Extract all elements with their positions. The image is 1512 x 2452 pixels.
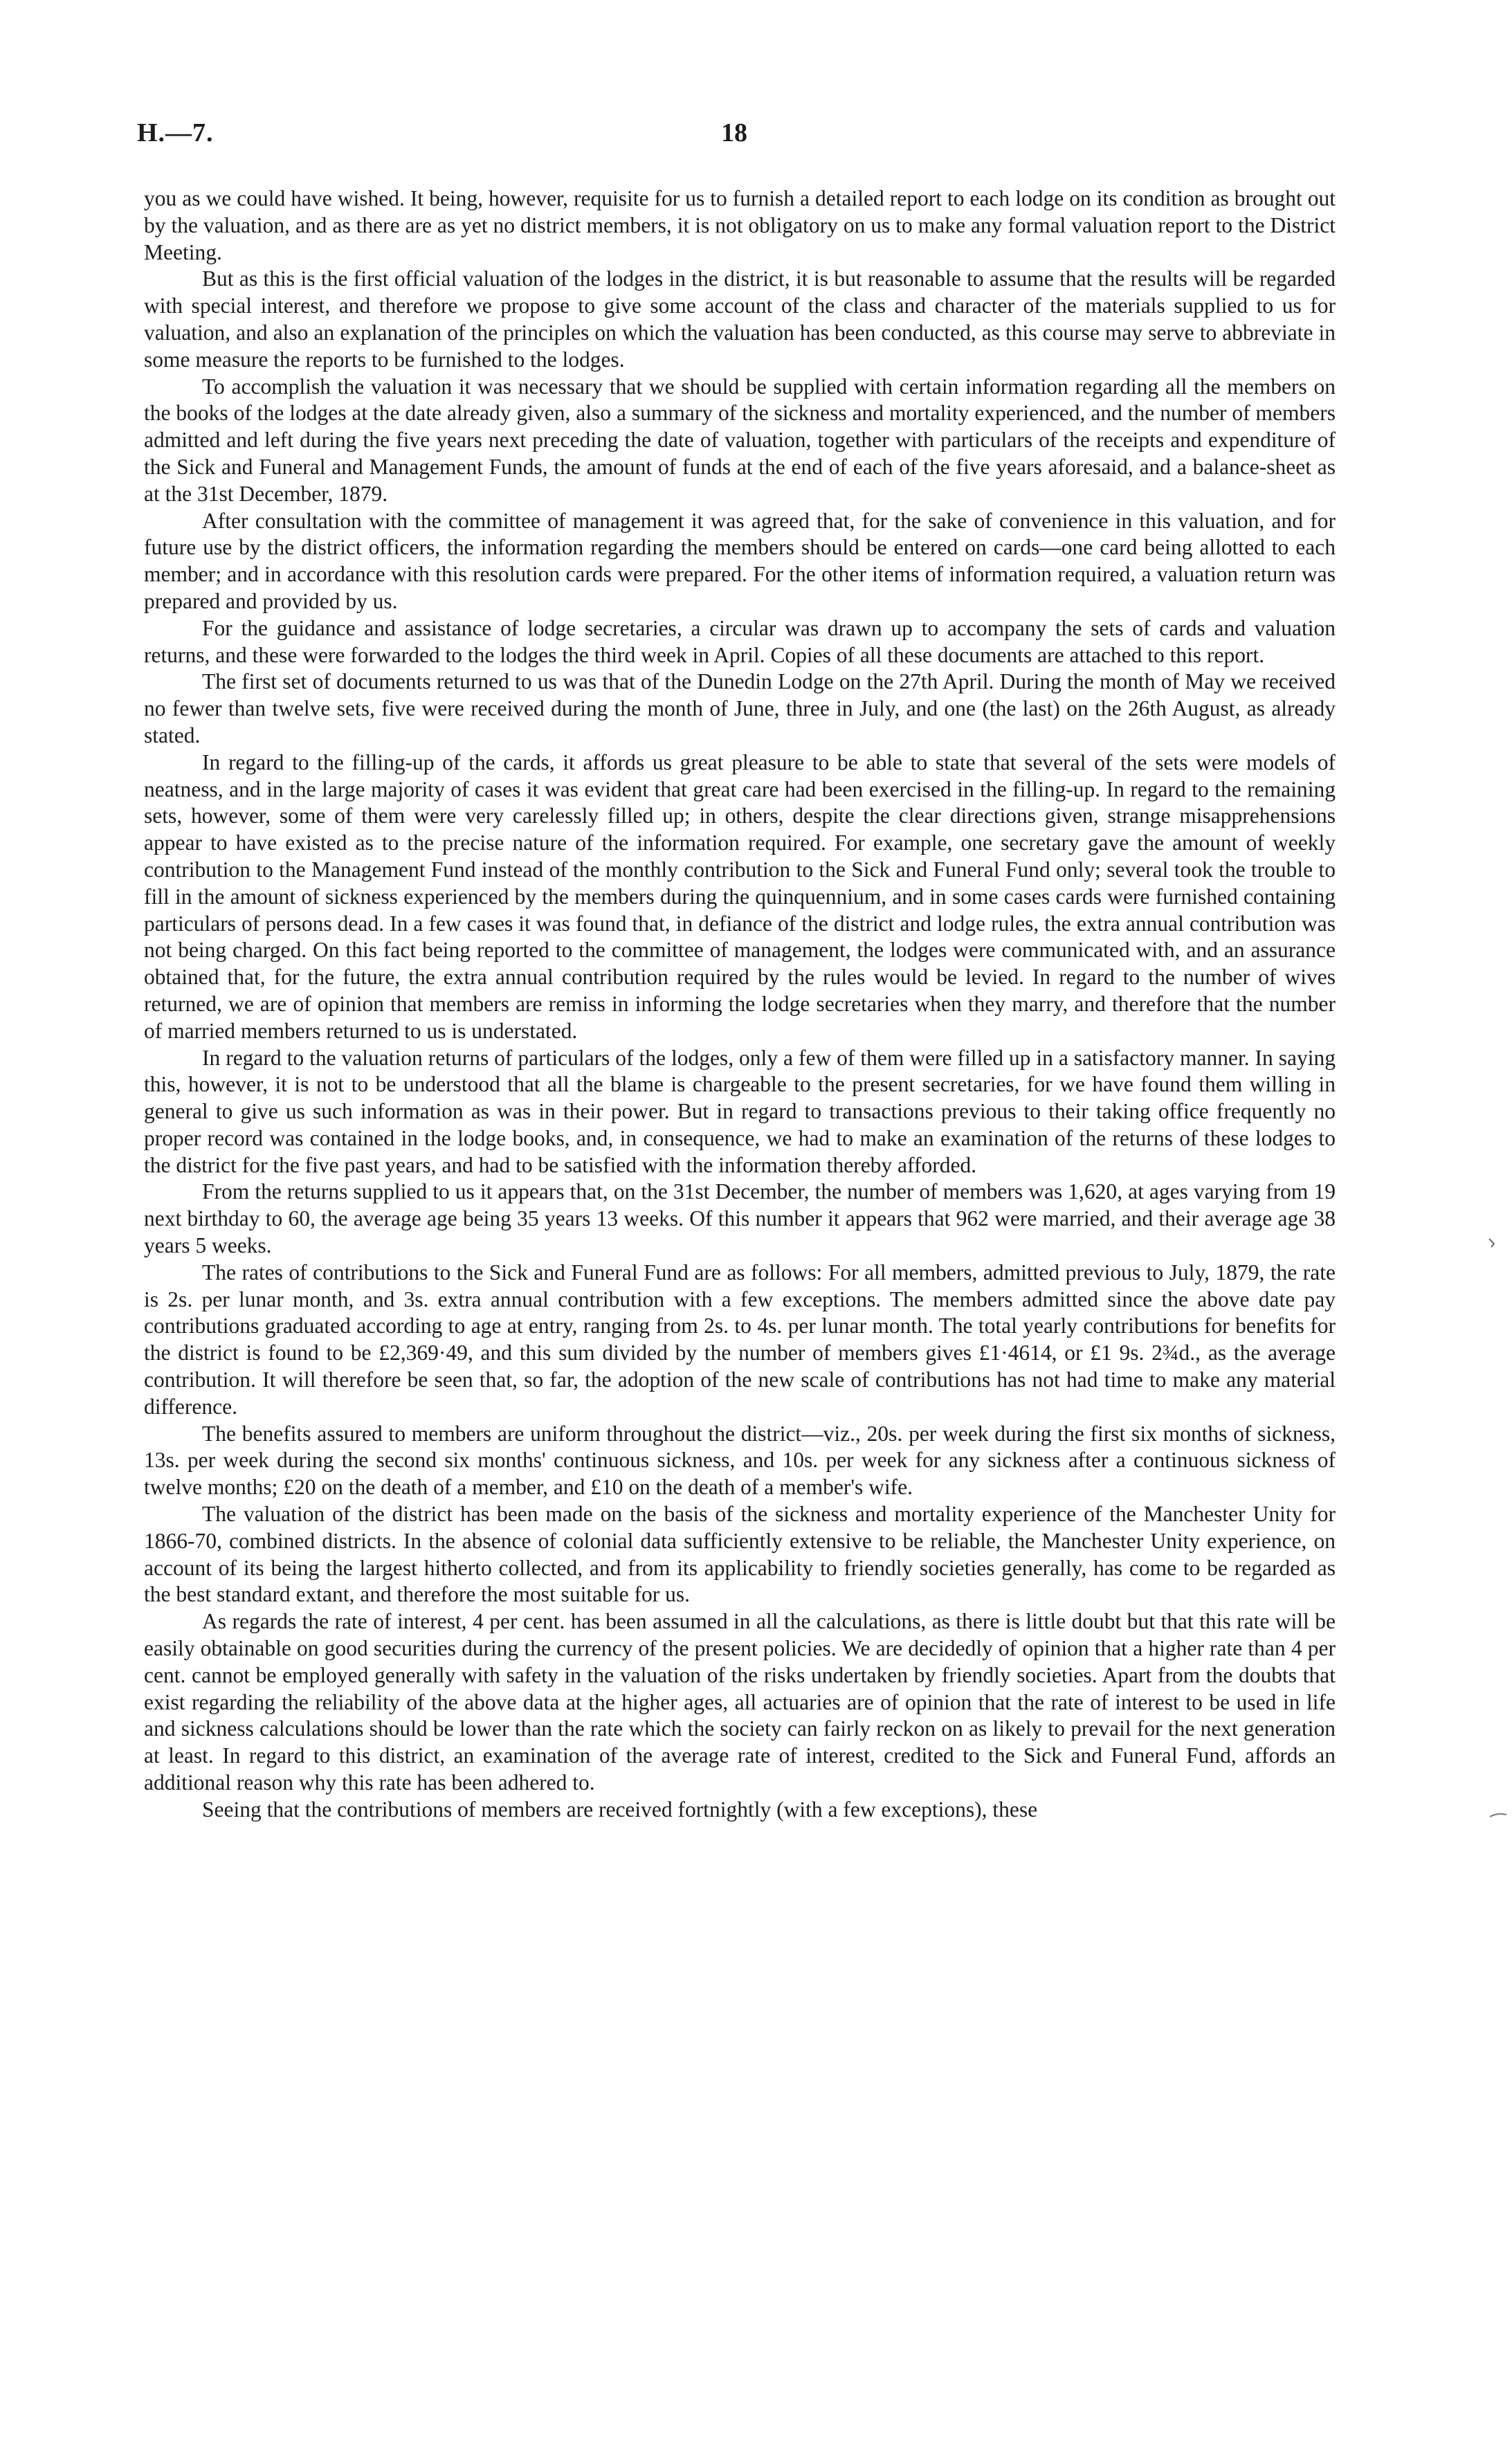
paragraph-information-required: To accomplish the valuation it was necessary that we should be supplied with certain information regarding all the members on the books of the lodges at the date already given, also a summary of the sickness and mortality experienced, and the number of members admitted and left during the five years next preceding the date of valuation, together with particulars of the receipts and expenditure of the Sick and Funeral and Management Funds, the amount of funds at the end of each of the five years aforesaid, and a balance-sheet as at the 31st December, 1879. — [144, 374, 1336, 506]
paragraph-continuation: you as we could have wished. It being, however, requisite for us to furnish a detailed report to each lodge on its condition as brought out by the valuation, and as there are as yet no district members, it is not obligatory on us to make any formal valuation report to the District Meeting. — [144, 186, 1336, 264]
body-text — [144, 185, 1336, 1824]
page-header — [137, 118, 1369, 159]
paragraph-fortnightly-contributions: Seeing that the contributions of members are received fortnightly (with a few exceptions), these — [202, 1797, 1038, 1822]
paragraph-valuation-returns: In regard to the valuation returns of particulars of the lodges, only a few of them were filled up in a satisfactory manner. In saying this, however, it is not to be understood that all the blame is chargeable to the present secretaries, for we have found them willing in general to give us such information as was in their power. But in regard to transactions previous to their taking office frequently no proper record was contained in the lodge books, and, in consequence, we had to make an examination of the returns of these lodges to the district for the five past years, and had to be satisfied with the information thereby afforded. — [144, 1045, 1336, 1177]
paragraph-member-numbers: From the returns supplied to us it appears that, on the 31st December, the number of members was 1,620, at ages varying from 19 next birthday to 60, the average age being 35 years 13 weeks. Of this number it appears that 962 were married, and their average age 38 years 5 weeks. — [144, 1179, 1336, 1258]
paragraph-filling-up-cards: In regard to the filling-up of the cards, it affords us great pleasure to be able to state that several of the sets were models of neatness, and in the large majority of cases it was evident that great care had been exercised in the filling-up. In regard to the remaining sets, however, some of them were very carelessly filled up; in others, despite the clear directions given, strange misapprehensions appear to have existed as to the precise nature of the information required. For example, one secretary gave the amount of weekly contribution to the Management Fund instead of the monthly contribution to the Sick and Funeral Fund only; several took the trouble to fill in the amount of sickness experienced by the members during the quinquennium, and in some cases cards were furnished containing particulars of persons dead. In a few cases it was found that, in defiance of the district and lodge rules, the extra annual contribution was not being charged. On this fact being reported to the committee of management, the lodges were communicated with, and an assurance obtained that, for the future, the extra annual contribution required by the rules would be levied. In regard to the number of wives returned, we are of opinion that members are remiss in informing the lodge secretaries when they marry, and therefore that the number of married members returned to us is understated. — [144, 750, 1336, 1043]
margin-mark-icon — [1489, 1812, 1507, 1819]
paragraph-benefits: The benefits assured to members are uniform throughout the district—viz., 20s. per week during the first six months of sickness, 13s. per week during the second six months' continuous sickness, and 10s. per week for any sickness after a continuous sickness of twelve months; £20 on the death of a member, and £10 on the death of a member's wife. — [144, 1421, 1336, 1500]
paragraph-first-official-valuation: But as this is the first official valuation of the lodges in the district, it is but reasonable to assume that the results will be regarded with special interest, and therefore we propose to give some account of the class and character of the materials supplied to us for valuation, and also an explanation of the principles on which the valuation has been conducted, as this course may serve to abbreviate in some measure the reports to be furnished to the lodges. — [144, 266, 1336, 372]
page-number: 18 — [721, 118, 747, 147]
margin-mark-icon — [1488, 1237, 1496, 1248]
document-reference: H.—7. — [137, 118, 214, 147]
paragraph-valuation-basis: The valuation of the district has been made on the basis of the sickness and mortality experience of the Manchester Unity for 1866-70, combined districts. In the absence of colonial data sufficiently extensive to be reliable, the Manchester Unity experience, on account of its being the largest hitherto collected, and from its applicability to friendly societies generally, has come to be regarded as the best standard extant, and therefore the most suitable for us. — [144, 1502, 1336, 1607]
paragraph-cards-prepared: After consultation with the committee of management it was agreed that, for the sake of convenience in this valuation, and for future use by the district officers, the information regarding the members should be entered on cards—one card being allotted to each member; and in accordance with this resolution cards were prepared. For the other items of information required, a valuation return was prepared and provided by us. — [144, 508, 1336, 613]
paragraph-rate-of-interest: As regards the rate of interest, 4 per cent. has been assumed in all the calculations, as there is little doubt but that this rate will be easily obtainable on good securities during the currency of the present policies. We are decidedly of opinion that a higher rate than 4 per cent. cannot be employed generally with safety in the valuation of the risks undertaken by friendly societies. Apart from the doubts that exist regarding the reliability of the above data at the higher ages, all actuaries are of opinion that the rate of interest to be used in life and sickness calculations should be lower than the rate which the society can fairly reckon on as likely to prevail for the next generation at least. In regard to this district, an examination of the average rate of interest, credited to the Sick and Funeral Fund, affords an additional reason why this rate has been adhered to. — [144, 1609, 1336, 1795]
paragraph-contribution-rates: The rates of contributions to the Sick and Funeral Fund are as follows: For all members, admitted previous to July, 1879, the rate is 2s. per lunar month, and 3s. extra annual contribution with a few exceptions. The members admitted since the above date pay contributions graduated according to age at entry, ranging from 2s. to 4s. per lunar month. The total yearly contributions for benefits for the district is found to be £2,369·49, and this sum divided by the number of members gives £1·4614, or £1 9s. 2¾d., as the average contribution. It will therefore be seen that, so far, the adoption of the new scale of contributions has not had time to make any material difference. — [144, 1260, 1336, 1419]
paragraph-circular: For the guidance and assistance of lodge secretaries, a circular was drawn up to accompany the sets of cards and valuation returns, and these were forwarded to the lodges the third week in April. Copies of all these documents are attached to this report. — [144, 615, 1336, 667]
paragraph-documents-returned: The first set of documents returned to us was that of the Dunedin Lodge on the 27th April. During the month of May we received no fewer than twelve sets, five were received during the month of June, three in July, and one (the last) on the 26th August, as already stated. — [144, 669, 1336, 747]
